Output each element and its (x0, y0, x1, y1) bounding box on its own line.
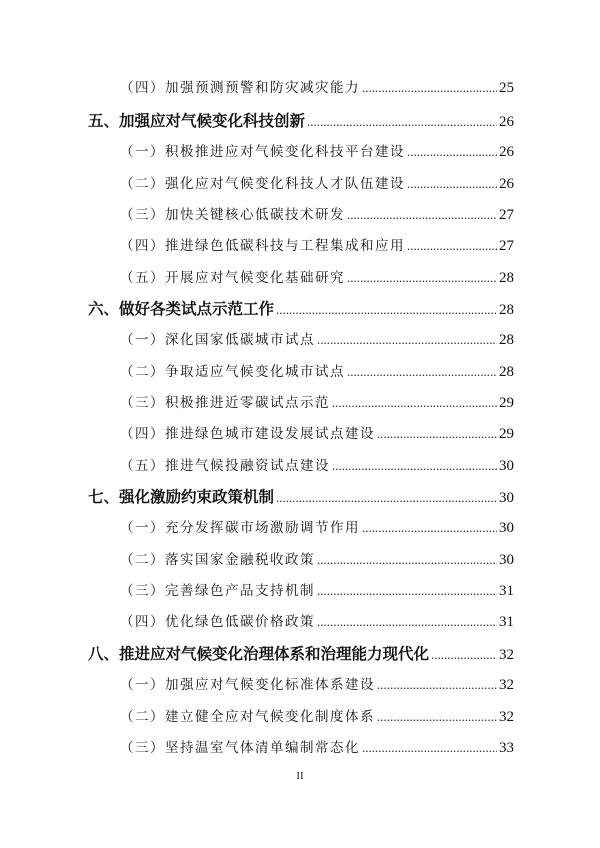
dot-leader (362, 76, 497, 100)
page-number-footer: II (296, 770, 304, 782)
toc-entry-title: （一）充分发挥碳市场激励调节作用 (120, 520, 360, 536)
dot-leader (347, 360, 497, 384)
toc-entry[interactable] (120, 140, 514, 164)
toc-entry[interactable] (120, 548, 514, 572)
toc-entry-title: （五）开展应对气候变化基础研究 (120, 270, 345, 286)
toc-entry-page: 26 (499, 114, 514, 130)
toc-section-heading[interactable] (88, 642, 514, 666)
toc-entry-page: 32 (499, 677, 514, 693)
toc-entry-page: 32 (499, 647, 514, 663)
toc-entry-page: 27 (499, 207, 514, 223)
toc-entry-title: （二）建立健全应对气候变化制度体系 (120, 709, 375, 725)
toc-entry-page: 25 (499, 80, 514, 96)
toc-entry-title: （四）加强预测预警和防灾减灾能力 (120, 80, 360, 96)
toc-entry-title: 八、推进应对气候变化治理体系和治理能力现代化 (88, 645, 430, 663)
toc-entry-title: （三）加快关键核心低碳技术研发 (120, 207, 345, 223)
toc-entry-page: 30 (499, 490, 514, 506)
dot-leader (431, 643, 497, 667)
dot-leader (332, 391, 497, 415)
toc-entry[interactable] (120, 610, 514, 634)
dot-leader (407, 172, 497, 196)
dot-leader (407, 140, 497, 164)
toc-entry-page: 28 (499, 332, 514, 348)
dot-leader (317, 548, 497, 572)
toc-entry[interactable] (120, 736, 514, 760)
toc-entry[interactable] (120, 266, 514, 290)
toc-entry-page: 30 (499, 458, 514, 474)
toc-section-heading[interactable] (88, 109, 514, 133)
dot-leader (317, 328, 497, 352)
toc-entry[interactable] (120, 172, 514, 196)
toc-entry-page: 26 (499, 176, 514, 192)
dot-leader (317, 579, 497, 603)
toc-entry-page: 28 (499, 364, 514, 380)
toc-entry-page: 26 (499, 144, 514, 160)
toc-entry-title: （二）强化应对气候变化科技人才队伍建设 (120, 176, 405, 192)
toc-entry-page: 30 (499, 552, 514, 568)
dot-leader (377, 705, 497, 729)
toc-entry-title: （三）积极推进近零碳试点示范 (120, 395, 330, 411)
toc-entry-page: 28 (499, 302, 514, 318)
toc-entry-title: （二）争取适应气候变化城市试点 (120, 364, 345, 380)
toc-entry-title: 六、做好各类试点示范工作 (88, 300, 275, 318)
toc-entry[interactable] (120, 422, 514, 446)
toc-entry-title: （四）推进绿色低碳科技与工程集成和应用 (120, 238, 405, 254)
toc-entry[interactable] (120, 454, 514, 478)
dot-leader (276, 298, 497, 322)
dot-leader (276, 486, 497, 510)
dot-leader (347, 203, 497, 227)
toc-entry-page: 31 (499, 614, 514, 630)
dot-leader (377, 673, 497, 697)
toc-entry-title: （一）积极推进应对气候变化科技平台建设 (120, 144, 405, 160)
dot-leader (362, 516, 497, 540)
dot-leader (377, 422, 497, 446)
toc-entry-page: 33 (499, 740, 514, 756)
toc-entry[interactable] (120, 579, 514, 603)
toc-entry-page: 30 (499, 520, 514, 536)
toc-entry-page: 31 (499, 583, 514, 599)
toc-entry[interactable] (120, 705, 514, 729)
toc-entry-title: （三）坚持温室气体清单编制常态化 (120, 740, 360, 756)
dot-leader (317, 610, 497, 634)
toc-entry[interactable] (120, 673, 514, 697)
dot-leader (347, 266, 497, 290)
dot-leader (407, 234, 497, 258)
toc-entry-page: 27 (499, 238, 514, 254)
toc-entry-page: 29 (499, 426, 514, 442)
toc-entry[interactable] (120, 391, 514, 415)
toc-entry-title: （五）推进气候投融资试点建设 (120, 458, 330, 474)
dot-leader (307, 110, 497, 134)
toc-entry-title: （三）完善绿色产品支持机制 (120, 583, 315, 599)
toc-entry-title: （四）推进绿色城市建设发展试点建设 (120, 426, 375, 442)
toc-entry[interactable] (120, 328, 514, 352)
toc-entry-title: 五、加强应对气候变化科技创新 (88, 112, 306, 130)
dot-leader (332, 454, 497, 478)
toc-entry-title: （二）落实国家金融税收政策 (120, 552, 315, 568)
toc-section-heading[interactable] (88, 297, 514, 321)
toc-entry[interactable] (120, 76, 514, 100)
toc-section-heading[interactable] (88, 485, 514, 509)
toc-entry[interactable] (120, 516, 514, 540)
toc-entry[interactable] (120, 360, 514, 384)
toc-entry-page: 32 (499, 709, 514, 725)
dot-leader (362, 736, 497, 760)
toc-entry-title: 七、强化激励约束政策机制 (88, 488, 275, 506)
toc-entry-title: （四）优化绿色低碳价格政策 (120, 614, 315, 630)
toc-entry-page: 29 (499, 395, 514, 411)
toc-entry[interactable] (120, 234, 514, 258)
toc-entry-page: 28 (499, 270, 514, 286)
toc-entry[interactable] (120, 203, 514, 227)
toc-entry-title: （一）深化国家低碳城市试点 (120, 332, 315, 348)
toc-entry-title: （一）加强应对气候变化标准体系建设 (120, 677, 375, 693)
